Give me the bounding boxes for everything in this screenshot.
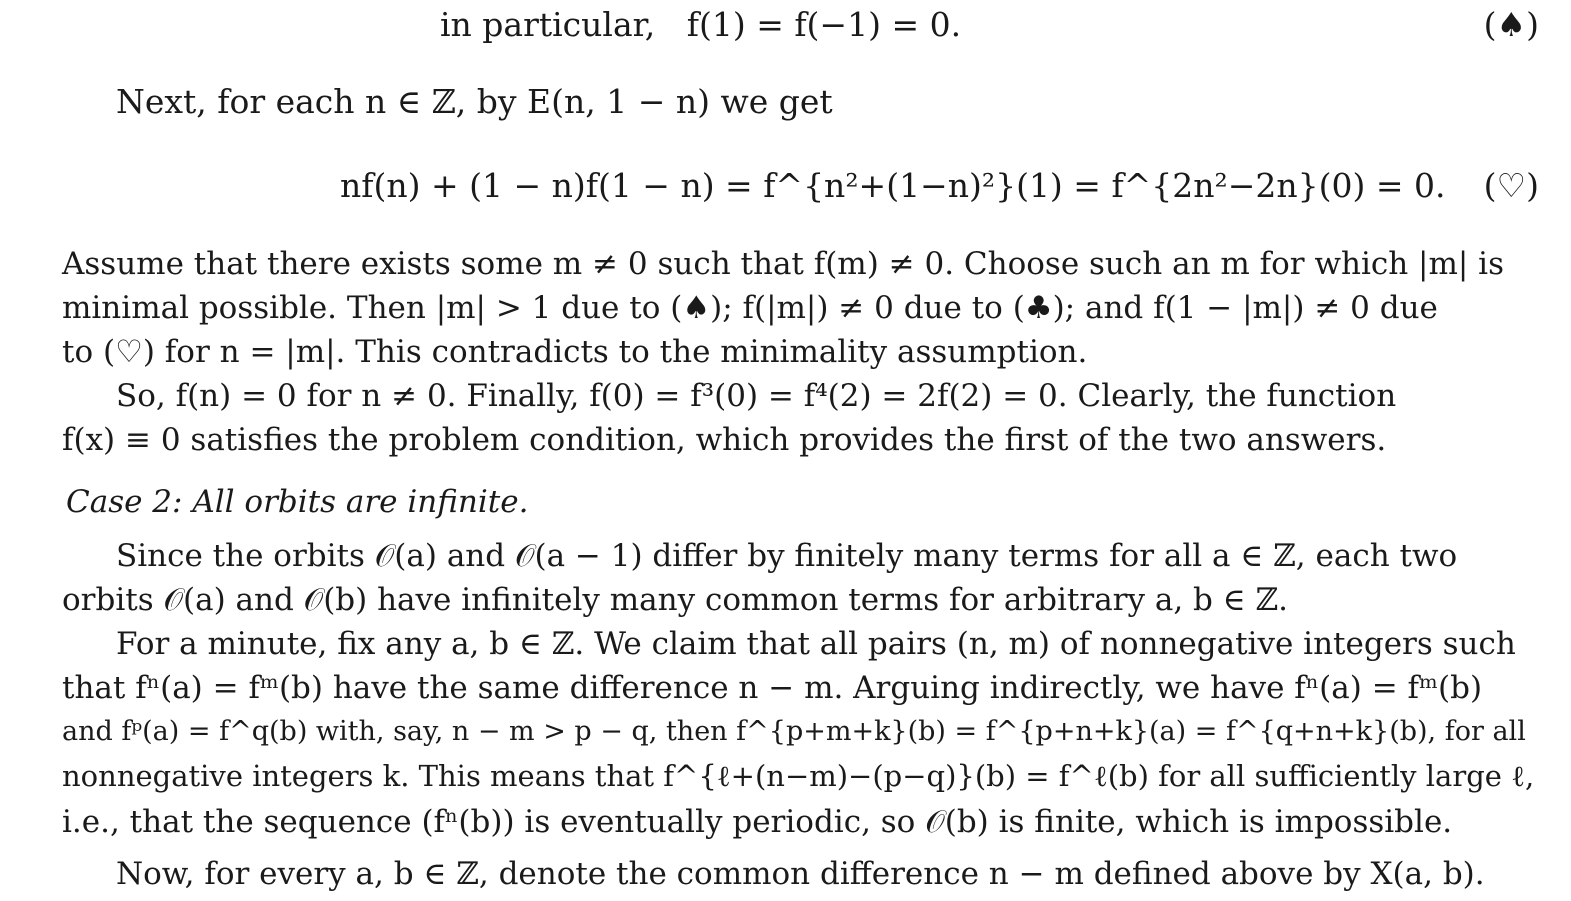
- paragraph-line: to (♡) for n = |m|. This contradicts to the minimality assumption.: [62, 334, 1088, 370]
- paragraph-line: orbits 𝒪(a) and 𝒪(b) have infinitely many common terms for arbitrary a, b ∈ ℤ.: [62, 582, 1289, 618]
- paragraph-line: Assume that there exists some m ≠ 0 such that f(m) ≠ 0. Choose such an m for which |m| is: [62, 246, 1504, 282]
- display-equation: nf(n) + (1 − n)f(1 − n) = f^{n²+(1−n)²}(1) = f^{2n²−2n}(0) = 0.: [340, 166, 1446, 205]
- paragraph-line: minimal possible. Then |m| > 1 due to (♠); f(|m|) ≠ 0 due to (♣); and f(1 − |m|) ≠ 0 due: [62, 290, 1438, 326]
- paragraph-line: Since the orbits 𝒪(a) and 𝒪(a − 1) differ by finitely many terms for all a ∈ ℤ, each two: [116, 538, 1458, 574]
- paragraph-line: i.e., that the sequence (fⁿ(b)) is eventually periodic, so 𝒪(b) is finite, which is impossible.: [62, 804, 1453, 840]
- paragraph-line: So, f(n) = 0 for n ≠ 0. Finally, f(0) = f³(0) = f⁴(2) = 2f(2) = 0. Clearly, the function: [116, 378, 1397, 414]
- paragraph-line: f(x) ≡ 0 satisfies the problem condition, which provides the first of the two answers.: [62, 422, 1387, 458]
- paragraph-line: Next, for each n ∈ ℤ, by E(n, 1 − n) we get: [116, 82, 833, 121]
- formula-line-particular: in particular, f(1) = f(−1) = 0.: [440, 5, 962, 44]
- paragraph-line: nonnegative integers k. This means that f^{ℓ+(n−m)−(p−q)}(b) = f^ℓ(b) for all sufficiently large ℓ,: [62, 759, 1535, 793]
- equation-tag-heart: (♡): [1483, 166, 1539, 205]
- paragraph-line: and fᵖ(a) = f^q(b) with, say, n − m > p − q, then f^{p+m+k}(b) = f^{p+n+k}(a) = f^{q+n+k}(b), for all: [62, 716, 1526, 747]
- paragraph-line: For a minute, fix any a, b ∈ ℤ. We claim that all pairs (n, m) of nonnegative integers such: [116, 626, 1516, 662]
- equation-tag-spade: (♠): [1483, 5, 1539, 44]
- case-heading: Case 2: All orbits are infinite.: [66, 484, 529, 520]
- paragraph-line: that fⁿ(a) = fᵐ(b) have the same difference n − m. Arguing indirectly, we have fⁿ(a) = fᵐ(b): [62, 670, 1483, 706]
- paragraph-line: Now, for every a, b ∈ ℤ, denote the common difference n − m defined above by X(a, b).: [116, 856, 1485, 892]
